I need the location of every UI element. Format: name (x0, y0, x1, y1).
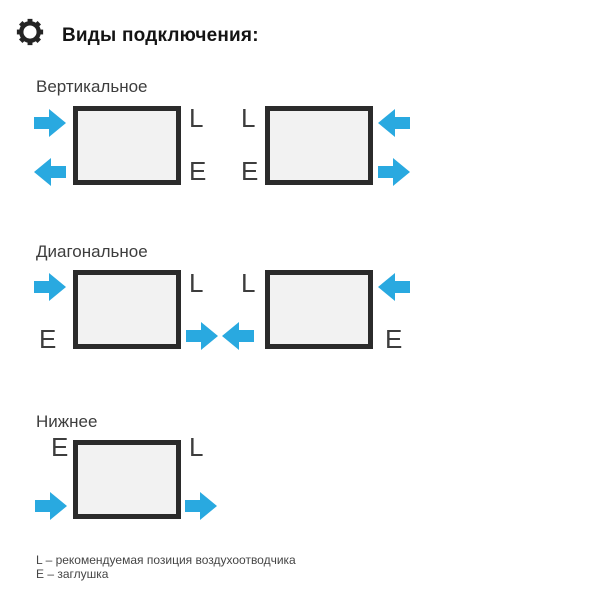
plug-label: E (241, 156, 259, 186)
air-vent-label: L (189, 268, 204, 298)
arrow-right-icon (34, 273, 66, 301)
arrow-left-icon (222, 322, 254, 350)
plug-label: E (51, 432, 69, 462)
arrow-right-icon (378, 158, 410, 186)
radiator-box (73, 106, 181, 185)
air-vent-label: L (189, 103, 204, 133)
plug-label: E (189, 156, 207, 186)
arrow-left-icon (34, 158, 66, 186)
page-title: Виды подключения: (62, 25, 259, 46)
plug-label: E (385, 324, 403, 354)
gear-icon (15, 17, 45, 47)
radiator-box (73, 270, 181, 349)
arrow-right-icon (34, 109, 66, 137)
section-title-diagonal: Диагональное (36, 242, 148, 261)
section-title-vertical: Вертикальное (36, 77, 148, 96)
arrow-left-icon (378, 109, 410, 137)
air-vent-label: L (241, 268, 256, 298)
radiator-box (265, 106, 373, 185)
legend-air-vent: L – рекомендуемая позиция воздухоотводчика (36, 553, 296, 567)
section-title-bottom: Нижнее (36, 412, 98, 431)
radiator-box (73, 440, 181, 519)
plug-label: E (39, 324, 57, 354)
air-vent-label: L (189, 432, 204, 462)
legend-plug: E – заглушка (36, 567, 109, 581)
arrow-left-icon (378, 273, 410, 301)
arrow-right-icon (35, 492, 67, 520)
air-vent-label: L (241, 103, 256, 133)
arrow-right-icon (186, 322, 218, 350)
radiator-box (265, 270, 373, 349)
arrow-right-icon (185, 492, 217, 520)
